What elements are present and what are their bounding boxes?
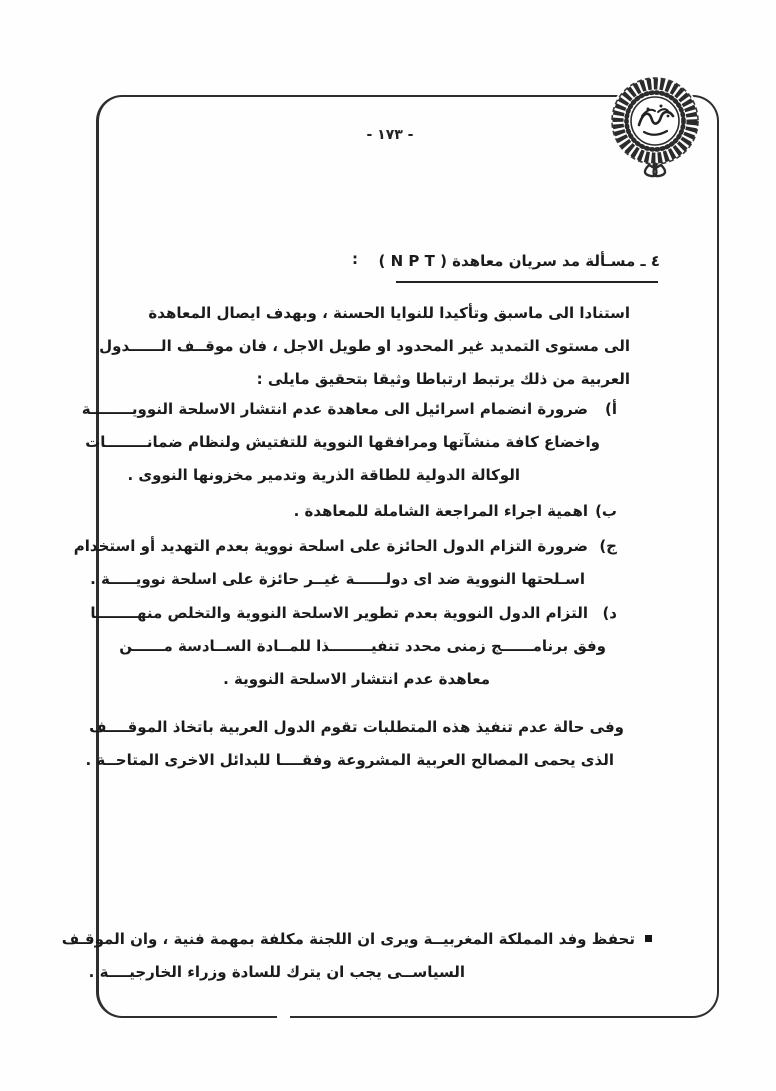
item-d-line-3: معاهدة عدم انتشار الاسلحة النووية .: [223, 670, 490, 688]
item-a-line-1: ضرورة انضمام اسرائيل الى معاهدة عدم انتشار الاسلحة النوويــــــــة: [81, 400, 588, 418]
footnote-line-1: تحفظ وفد المملكة المغربيــة ويرى ان اللجنة مكلفة بمهمة فنية ، وان الموقـف: [61, 930, 635, 948]
footnote-line-2: السياســى يجب ان يترك للسادة وزراء الخارجيــــة .: [88, 963, 465, 981]
item-c-line-2: اسـلحتها النووية ضد اى دولــــــة غيــر حائزة على اسلحة نوويـــــة .: [90, 570, 585, 588]
page-border-frame: [96, 95, 719, 1018]
closing-line-1: وفى حالة عدم تنفيذ هذه المتطلبات تقوم الدول العربية باتخاذ الموقــــف: [89, 718, 624, 736]
item-c-marker: ج): [599, 537, 617, 555]
heading-colon: :: [352, 250, 358, 268]
border-gap: [277, 1012, 290, 1020]
closing-line-2: الذى يحمى المصالح العربية المشروعة وفقــــا للبدائل الاخرى المتاحــة .: [85, 751, 614, 769]
intro-line-2: الى مستوى التمديد غير المحدود او طويل الاجل ، فان موقــف الــــــدول: [99, 337, 630, 355]
item-a-marker: أ): [605, 400, 617, 418]
section-heading: ٤ ـ مسـألة مد سريان معاهدة ( N P T ): [378, 252, 660, 270]
page-number: - ١٧٣ -: [366, 127, 414, 143]
item-d-marker: د): [602, 604, 617, 622]
item-d-line-1: التزام الدول النووية بعدم تطوير الاسلحة النووية والتخلص منهــــــــا: [90, 604, 588, 622]
item-d-line-2: وفق برنامــــــج زمنى محدد تنفيــــــــذا للمــادة الســادسة مــــــن: [119, 637, 606, 655]
intro-line-1: استنادا الى ماسبق وتأكيدا للنوايا الحسنة ، وبهدف ايصال المعاهدة: [148, 304, 630, 322]
item-a-line-2: واخضاع كافة منشآتها ومرافقها النووية للتفتيش ولنظام ضمانــــــــات: [85, 433, 600, 451]
item-b-line-1: اهمية اجراء المراجعة الشاملة للمعاهدة .: [293, 502, 588, 520]
heading-underline: [396, 281, 658, 283]
item-b-marker: ب): [595, 502, 617, 520]
item-c-line-1: ضرورة التزام الدول الحائزة على اسلحة نووية بعدم التهديد أو استخدام: [73, 537, 588, 555]
footnote-bullet-icon: [645, 935, 652, 942]
arab-league-emblem-icon: [609, 72, 705, 184]
intro-line-3: العربية من ذلك يرتبط ارتباطا وثيقا بتحقيق مايلى :: [256, 370, 630, 388]
item-a-line-3: الوكالة الدولية للطاقة الذرية وتدمير مخزونها النووى .: [127, 466, 520, 484]
